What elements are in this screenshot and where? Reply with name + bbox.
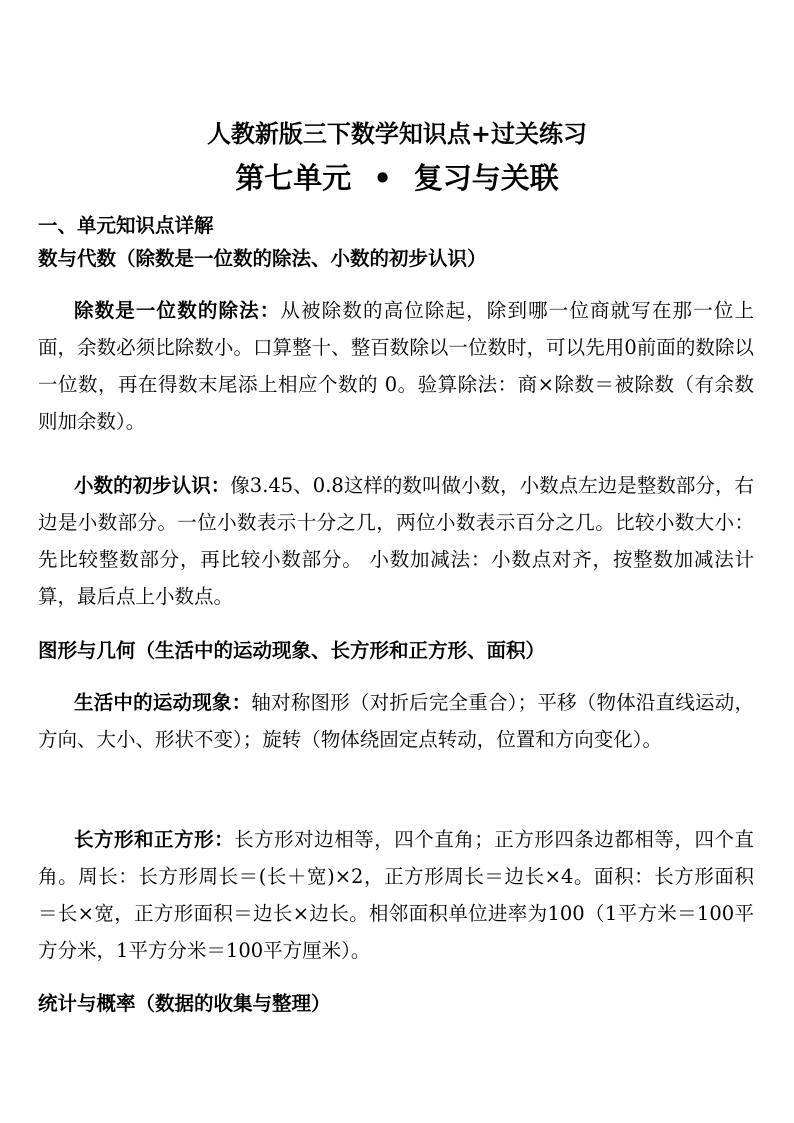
paragraph-text: 像3.45、0.8这样的数叫做小数，小数点左边是整数部分，右边是小数部分。一位小数表示十分之几，两位小数表示百分之几。比较小数大小：先比较整数部分，再比较小数部分。 小数加减法：小数点对齐，按整数加减法计算，最后点上小数点。 bbox=[38, 474, 754, 608]
paragraph-lead: 生活中的运动现象： bbox=[74, 691, 252, 714]
subtitle-separator: • bbox=[373, 161, 392, 195]
paragraph-decimals bbox=[38, 467, 754, 615]
paragraph-rectangles bbox=[38, 821, 754, 969]
topic-heading-geometry: 图形与几何（生活中的运动现象、长方形和正方形、面积） bbox=[38, 639, 546, 662]
paragraph-text: 长方形对边相等，四个直角；正方形四条边都相等，四个直角。周长：长方形周长＝(长＋宽)×2，正方形周长＝边长×4。面积：长方形面积＝长×宽，正方形面积＝边长×边长。相邻面积单位进率为100（1平方米＝100平方分米，1平方分米＝100平方厘米）。 bbox=[38, 828, 754, 962]
paragraph-lead: 长方形和正方形： bbox=[74, 828, 235, 851]
paragraph-text: 从被除数的高位除起，除到哪一位商就写在那一位上面，余数必须比除数小。口算整十、整百数除以一位数时，可以先用0前面的数除以一位数，再在得数末尾添上相应个数的 0。验算除法：商×除数＝被除数（有余数则加余数）。 bbox=[38, 299, 754, 433]
paragraph-lead: 除数是一位数的除法： bbox=[74, 299, 281, 322]
topic-heading-statistics: 统计与概率（数据的收集与整理） bbox=[38, 992, 331, 1015]
unit-subtitle bbox=[0, 159, 794, 197]
unit-label: 第七单元 bbox=[235, 161, 352, 195]
paragraph-division bbox=[38, 292, 754, 440]
document-title: 人教新版三下数学知识点+过关练习 bbox=[206, 119, 588, 148]
topic-heading-algebra: 数与代数（除数是一位数的除法、小数的初步认识） bbox=[38, 247, 487, 270]
paragraph-text: 轴对称图形（对折后完全重合）；平移（物体沿直线运动，方向、大小、形状不变）；旋转（物体绕固定点转动，位置和方向变化）。 bbox=[38, 691, 754, 751]
section-heading: 一、单元知识点详解 bbox=[38, 214, 214, 237]
unit-topic: 复习与关联 bbox=[413, 161, 559, 195]
paragraph-lead: 小数的初步认识： bbox=[74, 474, 231, 497]
paragraph-motion bbox=[38, 684, 754, 758]
